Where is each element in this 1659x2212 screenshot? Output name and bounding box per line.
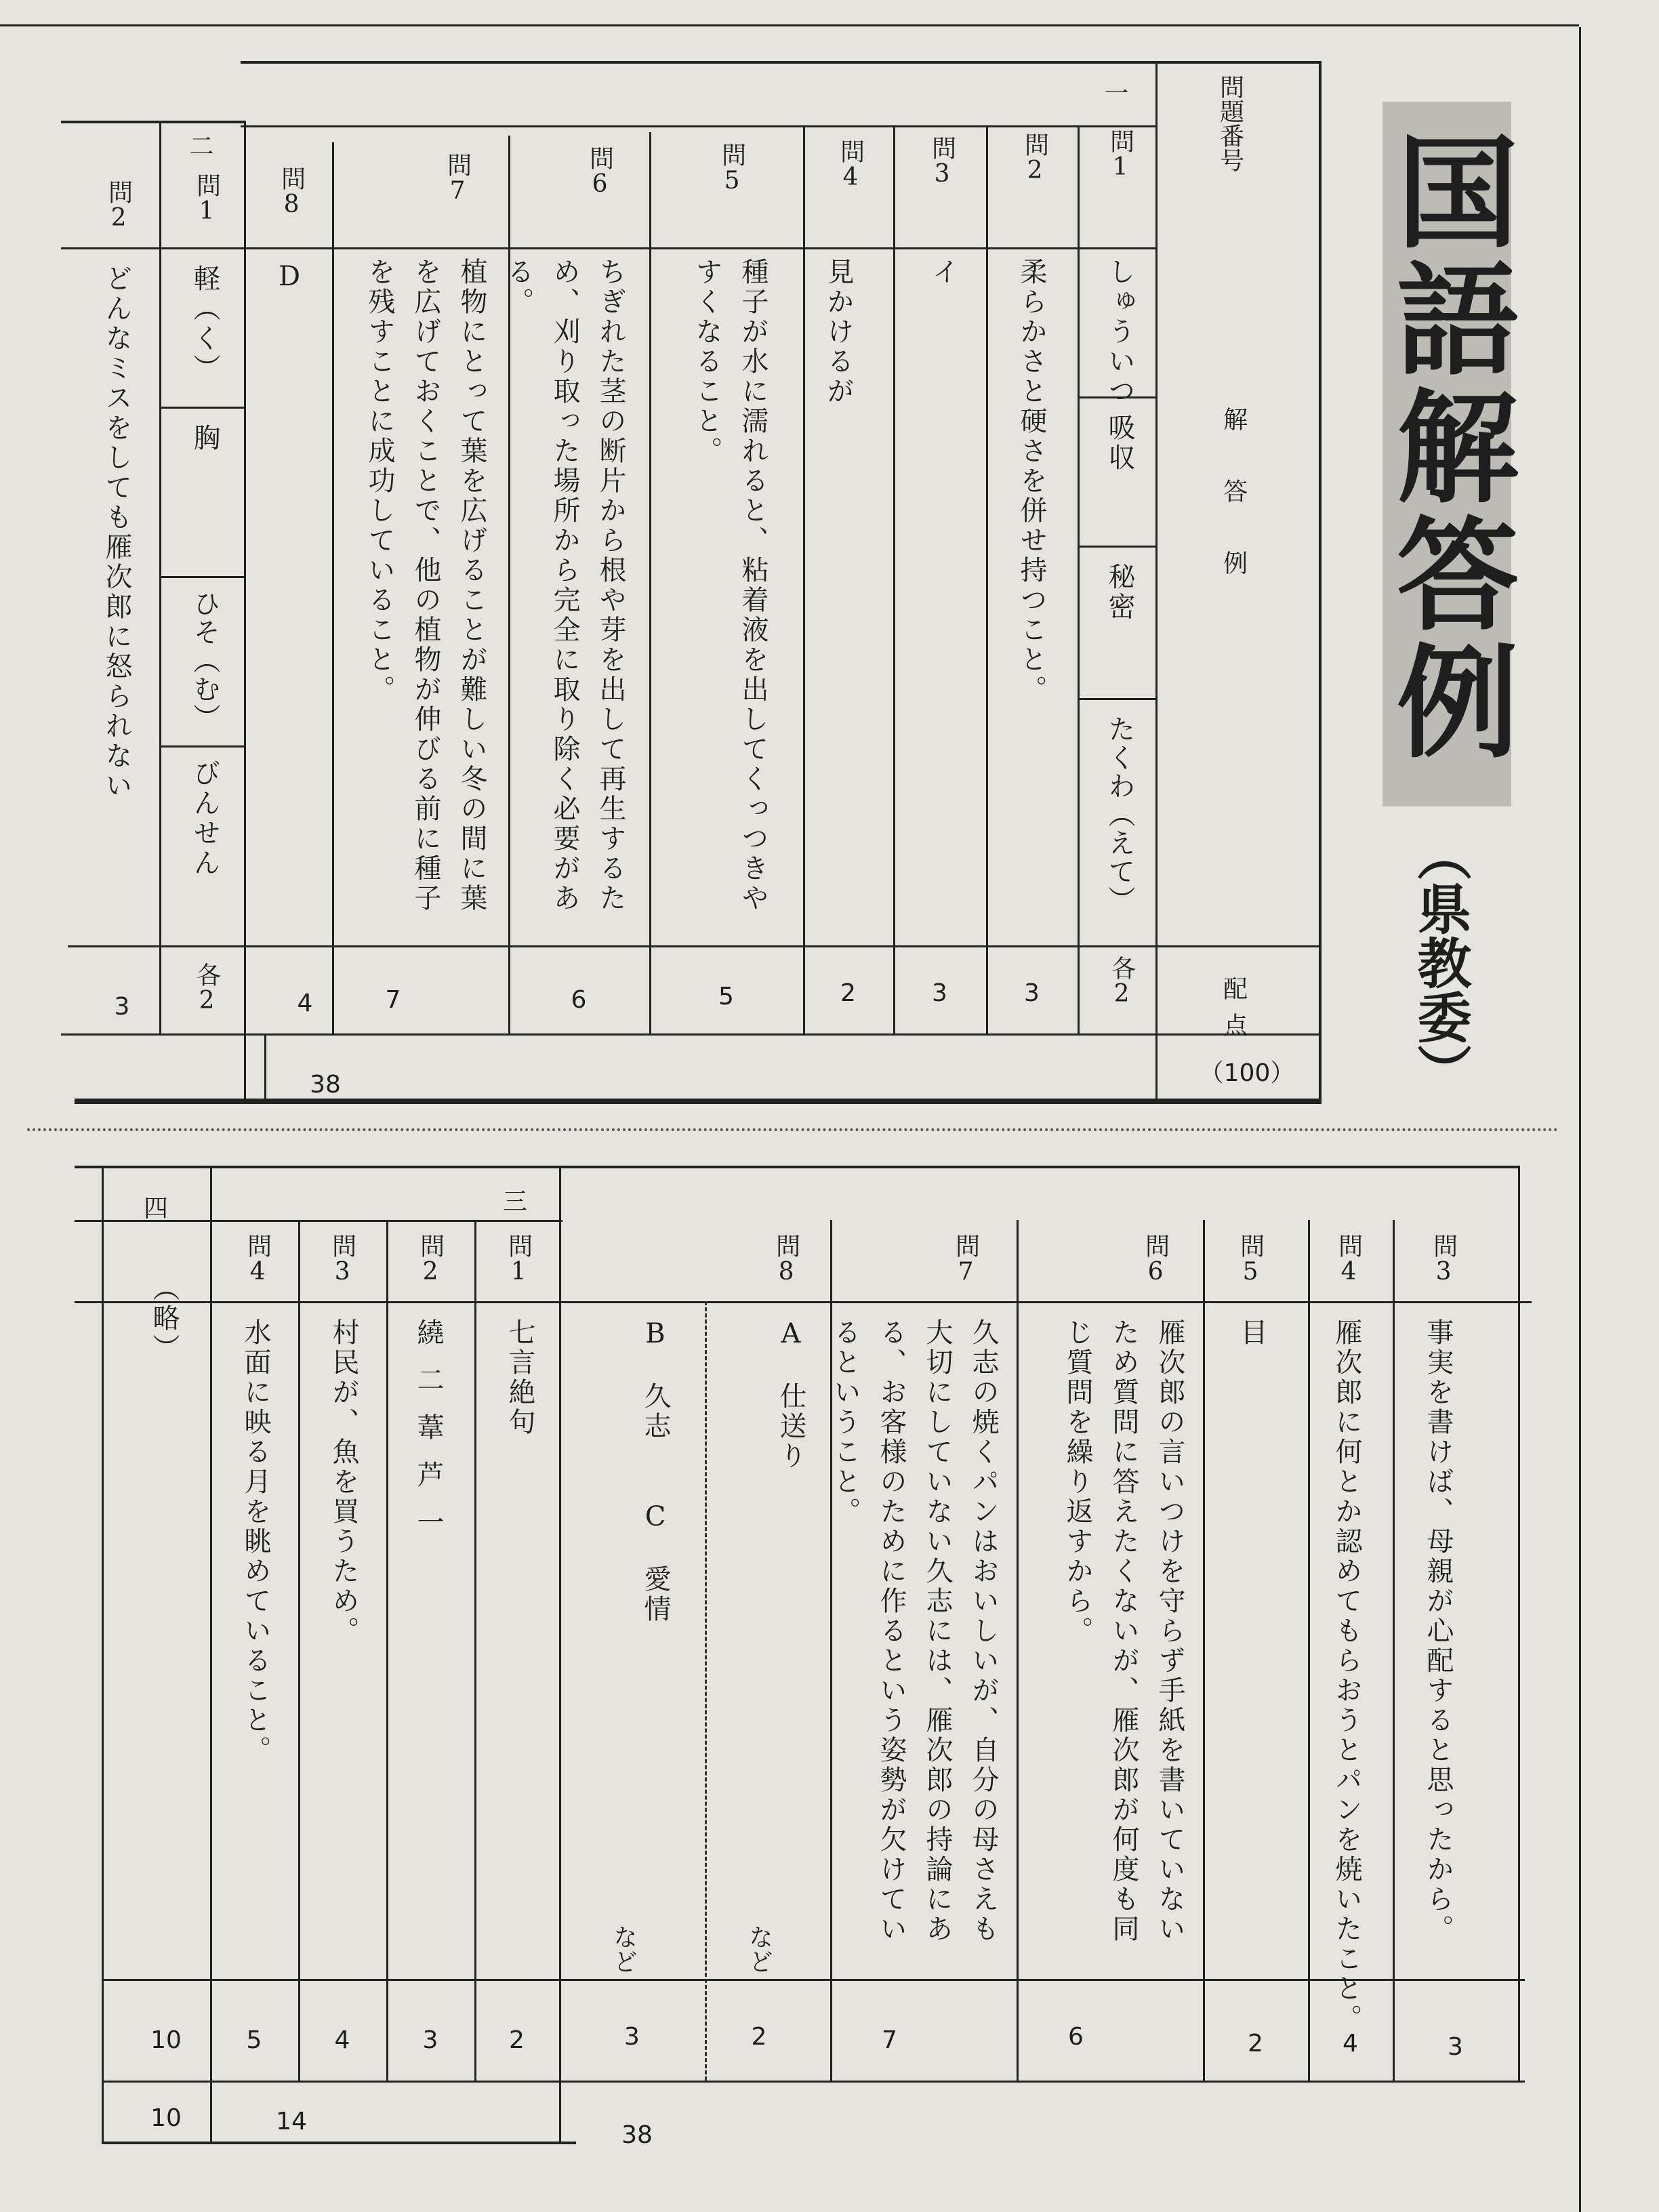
bottom-header-bottom <box>75 1301 1532 1303</box>
col-line <box>298 1220 300 2081</box>
p1-q6-points: 6 <box>571 986 587 1014</box>
p1-q8-points: 4 <box>297 989 313 1017</box>
p2-q1-a: 軽（く） <box>189 264 220 384</box>
p4-answer: （略） <box>148 1274 180 1364</box>
p2q1-sub-line <box>159 407 244 409</box>
p2-q8-a-note: など <box>745 1925 773 1973</box>
p4-points: 10 <box>150 2026 182 2054</box>
section-label-3: 三 <box>502 1188 527 1216</box>
p1-q6-label: 問6 <box>586 146 614 198</box>
p2-q8-points-bc: 3 <box>624 2023 640 2051</box>
p2-q2-label: 問2 <box>104 180 133 232</box>
p2-subtotal: 38 <box>621 2121 653 2149</box>
p2-q3-label: 問3 <box>1429 1233 1458 1286</box>
p2q1-sub-line <box>159 745 244 747</box>
p2-q5-answer: 目 <box>1236 1318 1267 1348</box>
p1-q1-d: たくわ（えて） <box>1104 715 1135 914</box>
p2-q8-bc: B 久志 C 愛情 <box>640 1318 671 1624</box>
col-line <box>559 1166 561 2142</box>
top-table-topline-right <box>241 61 1322 64</box>
p2q1-sub-line <box>159 576 244 578</box>
p2-q4-answer: 雁次郎に何とか認めてもらおうとパンを焼いたこと。 <box>1331 1318 1362 2034</box>
p2-q1-points: 各2 <box>192 962 221 1015</box>
p2-q1-c: ひそ（む） <box>189 590 220 732</box>
top-sub-line <box>61 1033 1322 1036</box>
p1-q1-points: 各2 <box>1107 956 1136 1008</box>
col-line <box>1078 125 1080 1033</box>
top-table-topline-left <box>61 121 244 123</box>
p1-q5-answer: 種子が水に濡れると、粘着液を出してくっつきやすくなること。 <box>691 258 769 914</box>
header-kaitourei: 解答例 <box>1219 407 1248 622</box>
p2-q8-label: 問8 <box>772 1233 800 1286</box>
col-line <box>386 1220 388 2081</box>
section-divider <box>27 1128 1559 1131</box>
bottom-table-bottom <box>102 2142 576 2144</box>
p3-q1-label: 問1 <box>504 1233 533 1286</box>
p3-subtotal: 14 <box>276 2108 307 2135</box>
page-top-line <box>0 24 1579 26</box>
p4-subtotal: 10 <box>150 2104 182 2132</box>
section-label-2: 二 <box>189 133 214 161</box>
p1-q8-label: 問8 <box>277 166 306 218</box>
p1-q1-label: 問1 <box>1106 129 1134 181</box>
p2-q6-points: 6 <box>1068 2023 1084 2051</box>
col-line <box>1308 1220 1310 2081</box>
p2-q5-points: 2 <box>1248 2030 1263 2057</box>
p3-q1-answer: 七言絶句 <box>504 1318 535 1437</box>
p3-q3-answer: 村民が、魚を買うため。 <box>328 1318 359 1646</box>
p3-q3-points: 4 <box>334 2026 350 2054</box>
p3-q4-label: 問4 <box>243 1233 272 1286</box>
p2-q7-label: 問7 <box>951 1233 980 1286</box>
p2-q4-label: 問4 <box>1334 1233 1363 1286</box>
p1-q7-label: 問7 <box>443 152 472 205</box>
p2-q1-d: びんせん <box>189 759 220 878</box>
page-right-border <box>1579 27 1581 2212</box>
col-line <box>1017 1220 1019 2081</box>
top-header-bottom <box>61 247 1155 249</box>
p1-q3-answer: イ <box>928 258 959 287</box>
p2-q7-points: 7 <box>882 2026 897 2054</box>
p1-q6-answer: ちぎれた茎の断片から根や芽を出して再生するため、刈り取った場所から完全に取り除く必要がある。 <box>503 258 626 914</box>
p1-q7-points: 7 <box>385 986 401 1014</box>
p1-q1-c: 秘密 <box>1104 562 1135 622</box>
p1-q1-b: 吸収 <box>1104 413 1135 473</box>
header-total: （100） <box>1199 1059 1295 1087</box>
p2q8-dashed-line <box>705 1301 707 2081</box>
section-label-4: 四 <box>143 1195 168 1223</box>
col-line <box>893 125 895 1033</box>
col-line <box>803 125 805 1033</box>
p1-q4-label: 問4 <box>836 139 865 191</box>
top-table-bottom <box>75 1101 1322 1104</box>
col-line <box>1393 1220 1395 2081</box>
q1-sub-line <box>1078 546 1155 548</box>
p1-q2-answer: 柔らかさと硬さを併せ持つこと。 <box>1016 258 1047 705</box>
p2-q6-answer: 雁次郎の言いつけを守らず手紙を書いていないため質問に答えたくないが、雁次郎が何度も同じ質問を繰り返すから。 <box>1062 1318 1185 1944</box>
page-subtitle: （県教委） <box>1408 827 1471 1098</box>
p3-q2-label: 問2 <box>416 1233 445 1286</box>
p1-q8-answer: D <box>274 261 305 295</box>
p2-q1-b: 胸 <box>189 424 220 453</box>
p1-q4-points: 2 <box>840 979 856 1007</box>
p1-q2-points: 3 <box>1024 979 1040 1007</box>
col-line <box>649 132 651 1033</box>
p1-subtotal: 38 <box>310 1071 341 1099</box>
p1-q3-points: 3 <box>932 979 947 1007</box>
col-line <box>210 1166 212 2142</box>
p1-q2-label: 問2 <box>1021 132 1049 184</box>
p1-q4-answer: 見かけるが <box>823 258 854 407</box>
p3-q1-points: 2 <box>509 2026 525 2054</box>
col-line <box>244 121 246 1101</box>
q1-sub-line <box>1078 698 1155 700</box>
p2-q3-points: 3 <box>1448 2033 1463 2061</box>
p1-q1-a: しゅういつ <box>1104 258 1135 407</box>
p2-q1-label: 問1 <box>192 173 221 225</box>
p2-q8-bc-note: など <box>609 1925 638 1973</box>
bottom-table-right-topline <box>559 1166 1518 1168</box>
p2-q3-answer: 事実を書けば、母親が心配すると思ったから。 <box>1422 1318 1454 1944</box>
p1-q3-label: 問3 <box>928 136 956 188</box>
p2-q4-points: 4 <box>1343 2030 1358 2057</box>
top-points-line <box>68 945 1322 947</box>
p2-q8-a: A 仕送り <box>775 1318 806 1471</box>
bottom-points-line2 <box>102 2081 1525 2083</box>
section-label-1: 一 <box>1104 80 1129 108</box>
p3-q4-points: 5 <box>246 2026 262 2054</box>
p3-q2-points: 3 <box>422 2026 438 2054</box>
p1-q7-answer: 植物にとって葉を広げることが難しい冬の間に葉を広げておくことで、他の植物が伸びる前に種子を残すことに成功していること。 <box>364 258 487 914</box>
p3-q4-answer: 水面に映る月を眺めていること。 <box>240 1318 271 1765</box>
p2-q5-label: 問5 <box>1236 1233 1265 1286</box>
col-line <box>986 125 988 1033</box>
header-mondai-bango: 問題番号 <box>1216 75 1244 172</box>
col-line <box>1203 1220 1205 2081</box>
p2-q6-label: 問6 <box>1141 1233 1170 1286</box>
header-haiten: 配点 <box>1219 976 1248 1049</box>
p3-q2-answer: 繞二葦芦一 <box>413 1318 444 1555</box>
col-line <box>1518 1166 1520 2081</box>
p2-q8-points-a: 2 <box>751 2023 767 2051</box>
p2-q2-points: 3 <box>114 993 130 1021</box>
p1-q5-label: 問5 <box>718 142 746 194</box>
p2-q2-answer: どんなミスをしても雁次郎に怒られない <box>101 264 132 801</box>
page-title: 国語解答例 <box>1376 129 1518 766</box>
col-line <box>1155 61 1158 1101</box>
p2-q7-answer: 久志の焼くパンはおいしいが、自分の母さえも大切にしていない久志には、雁次郎の持論にある、お客様のために作るという姿勢が欠けているということ。 <box>830 1318 999 1944</box>
p3-q3-label: 問3 <box>328 1233 356 1286</box>
col-line <box>474 1220 476 2081</box>
bottom-points-line <box>102 1979 1525 1981</box>
bottom-left-border <box>102 1166 104 2142</box>
col-line <box>264 1033 266 1101</box>
p1-q5-points: 5 <box>718 983 734 1010</box>
col-line <box>332 142 334 1033</box>
top-section-line <box>241 125 1155 127</box>
